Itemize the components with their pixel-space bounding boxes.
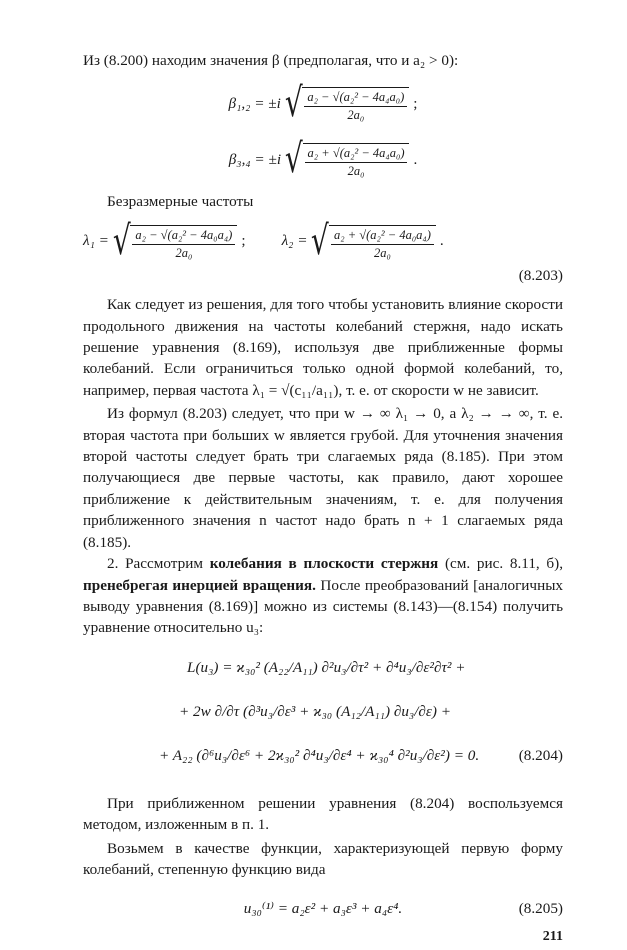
sqrt-sign-icon: √ [112,217,131,264]
lambda2-end: . [439,232,444,250]
lambda1-numerator: a₂ − √(a₂² − 4a₀a₄) [132,227,235,245]
equation-number-8204: (8.204) [518,747,563,765]
beta34-lhs: β₃,₄ = ±i [228,150,282,168]
lambda1-end: ; [241,232,246,250]
paragraph-5: Возьмем в качестве функции, характеризующей первую форму колебаний, степенную функцию вида [83,839,563,878]
equation-8204-line3 [83,741,563,771]
page-content [83,50,563,948]
lambda1-lhs: λ₁ = [83,232,109,250]
para3-start: 2. Рассмотрим [107,555,203,573]
sqrt-sign-icon: √ [284,80,303,127]
beta34-root [281,136,409,183]
beta34-end: . [413,150,418,168]
page-number: 211 [542,929,563,945]
lambda2-lhs: λ₂ = [281,232,308,250]
sqrt-sign-icon: √ [311,217,330,264]
sqrt-sign-icon: √ [284,136,303,183]
lambda2-denominator: 2a₀ [374,245,391,260]
dimensionless-heading: Безразмерные частоты [107,193,254,211]
equation-number-8203: (8.203) [518,266,563,284]
equation-8205 [83,894,563,922]
para3-mid: (см. рис. 8.11, б), [444,555,564,573]
equation-8204-line1: L(u₃) = ϰ₃₀² (A₂₂/A₁₁) ∂²u₃/∂τ² + ∂⁴u₃/∂ε²∂τ² + [187,659,466,677]
equation-beta12 [83,81,563,125]
beta12-end: ; [413,94,418,112]
paragraph-1: Как следует из решения, для того чтобы установить влияние скорости продольного движения на частоты колебаний стержня, надо искать решение уравнения (8.169), используя две приближенные формы колебаний. Если ограничиться только одной формой колебаний, то, например, первая частота λ₁ = √(c₁₁/a₁₁), т. е. от скорости w не зависит. [83,296,563,399]
beta12-denominator: 2a₀ [347,108,365,123]
equation-lambda [83,219,563,263]
equation-number-8205: (8.205) [518,899,563,917]
beta34-numerator: a₂ + √(a₂² − 4a₄a₀) [305,145,408,163]
beta34-denominator: 2a₀ [347,164,365,179]
paragraph-3 [83,553,563,639]
paragraph-4: При приближенном решении уравнения (8.204) воспользуемся методом, изложенным в п. 1. [83,794,563,834]
equation-beta34 [83,137,563,181]
paragraph-2: Из формул (8.203) следует, что при w → ∞ λ₁ → 0, а λ₂ → → ∞, т. е. вторая частота при больших w является грубой. Для уточнения значения второй частоты следует брать три слагаемых ряда (8.185). При этом получающиеся две первые частоты, как правило, дают хорошее приближение к действительным значениям, т. е. для получения приближенного значения n частот надо брать n + 1 слагаемых ряда (8.185). [83,405,563,551]
beta12-numerator: a₂ − √(a₂² − 4a₄a₀) [304,89,407,107]
intro-text: Из (8.200) находим значения β (предполагая, что и a₂ > 0): [83,52,459,69]
beta12-lhs: β₁,₂ = ±i [228,94,281,112]
equation-8204-line2: + 2w ∂/∂τ (∂³u₃/∂ε³ + ϰ₃₀ (A₁₂/A₁₁) ∂u₃/∂ε) + [179,703,452,721]
para3-end: После преобразований [аналогичных выводу уравнения (8.169)] можно из системы (8.143)—(8.154) получить уравнение относительно u₃: [83,576,563,637]
eq205-text: u₃₀⁽¹⁾ = a₂ε² + a₃ε³ + a₄ε⁴. [243,899,403,917]
lambda2-root [307,217,435,264]
para3-bold-2: пренебрегая инерцией вращения. [83,576,316,594]
para3-bold-1: колебания в плоскости стержня [209,555,439,573]
beta12-root [281,80,409,127]
lambda2-numerator: a₂ + √(a₂² − 4a₀a₄) [331,227,434,245]
lambda1-denominator: 2a₀ [175,245,193,260]
lambda1-root [109,217,237,264]
eq204-line3-text: + A₂₂ (∂⁶u₃/∂ε⁶ + 2ϰ₃₀² ∂⁴u₃/∂ε⁴ + ϰ₃₀⁴ ∂²u₃/∂ε²) = 0. [159,747,480,765]
